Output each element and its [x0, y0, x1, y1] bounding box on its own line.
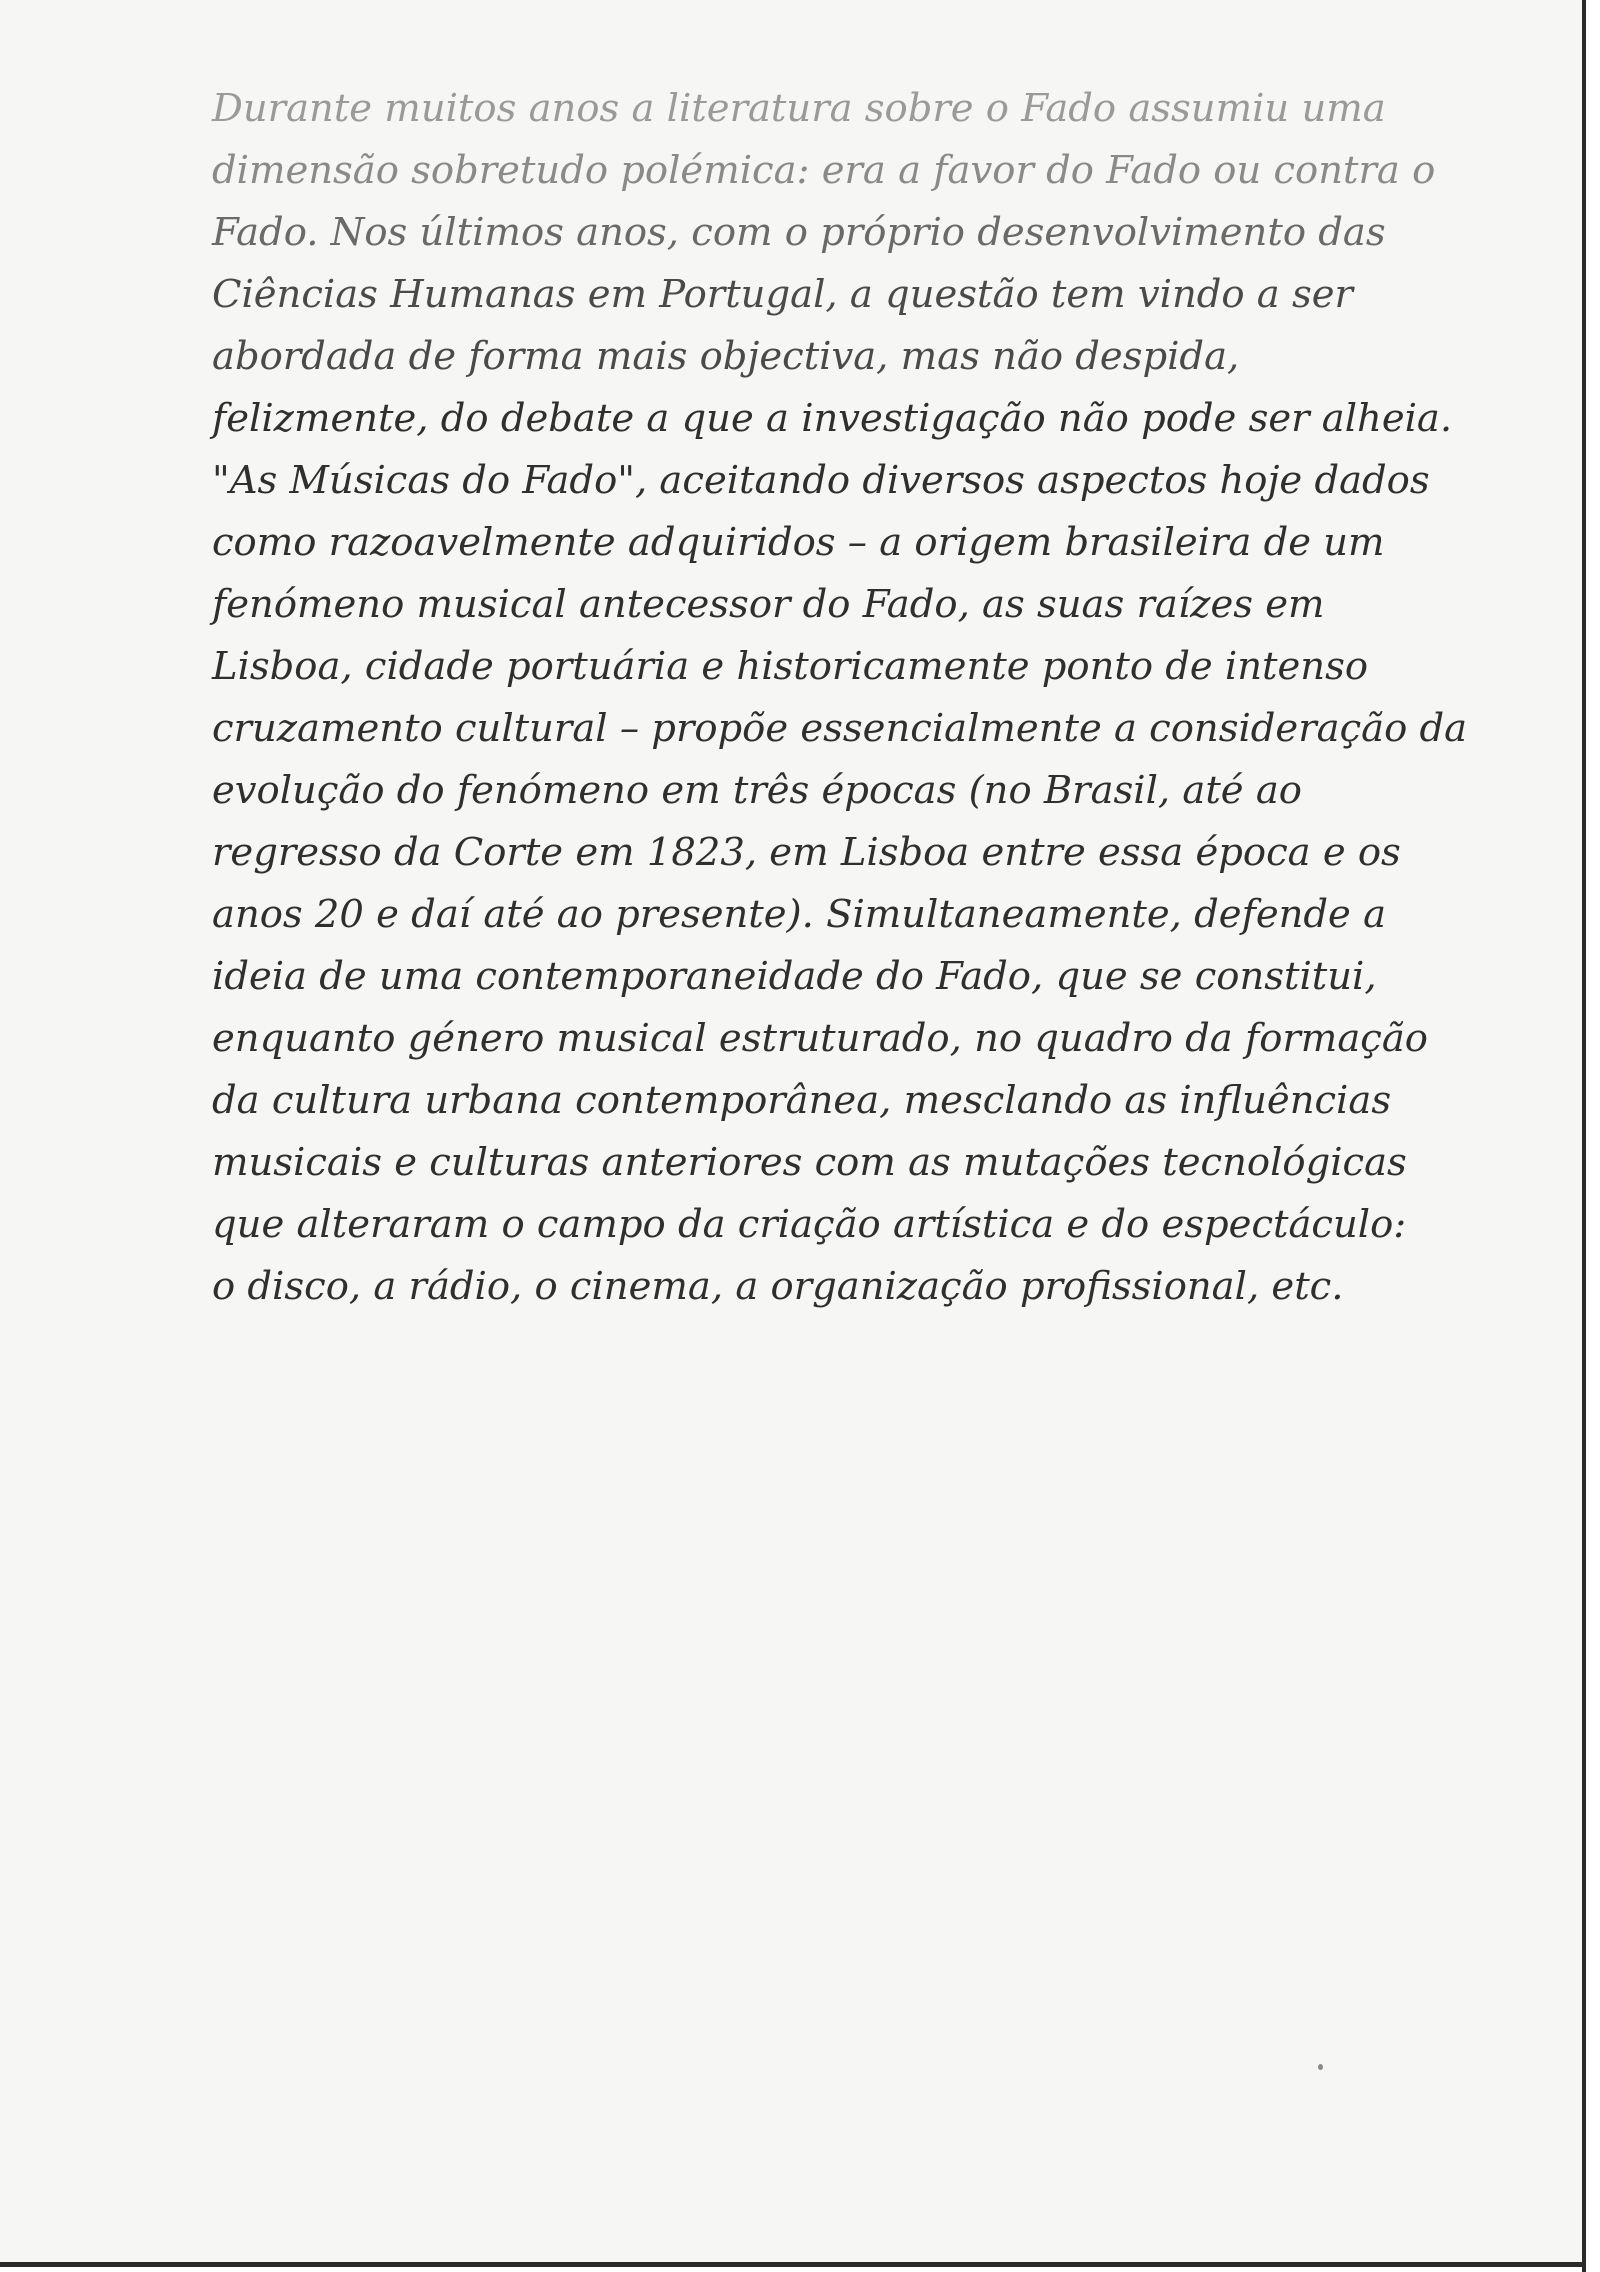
synopsis-line: enquanto género musical estruturado, no quadro da formação — [212, 1016, 1428, 1061]
synopsis-line: Durante muitos anos a literatura sobre o Fado assumiu uma — [212, 86, 1386, 131]
synopsis-line: ideia de uma contemporaneidade do Fado, que se constitui, — [212, 954, 1377, 999]
synopsis-line: regresso da Corte em 1823, em Lisboa entre essa época e os — [212, 830, 1401, 875]
synopsis-line: que alteraram o campo da criação artística e do espectáculo: — [212, 1202, 1407, 1247]
synopsis-line: Fado. Nos últimos anos, com o próprio desenvolvimento das — [212, 210, 1386, 255]
synopsis-line: dimensão sobretudo polémica: era a favor do Fado ou contra o — [212, 148, 1436, 193]
synopsis-line: abordada de forma mais objectiva, mas não despida, — [212, 334, 1240, 379]
dust-speck — [1318, 2064, 1323, 2070]
synopsis-line: fenómeno musical antecessor do Fado, as suas raízes em — [212, 582, 1325, 627]
synopsis-line: "As Músicas do Fado", aceitando diversos aspectos hoje dados — [212, 458, 1430, 503]
synopsis-line: o disco, a rádio, o cinema, a organização profissional, etc. — [212, 1264, 1344, 1309]
synopsis-line: felizmente, do debate a que a investigação não pode ser alheia. — [212, 396, 1453, 441]
synopsis-line: Lisboa, cidade portuária e historicamente ponto de intenso — [212, 644, 1369, 689]
synopsis-line: musicais e culturas anteriores com as mutações tecnológicas — [212, 1140, 1407, 1185]
synopsis-line: cruzamento cultural – propõe essencialmente a consideração da — [212, 706, 1468, 751]
synopsis-line: anos 20 e daí até ao presente). Simultaneamente, defende a — [212, 892, 1387, 937]
page-edge-bottom — [0, 2262, 1586, 2267]
synopsis-line: evolução do fenómeno em três épocas (no Brasil, até ao — [212, 768, 1302, 813]
synopsis-line: como razoavelmente adquiridos – a origem brasileira de um — [212, 520, 1385, 565]
synopsis-line: Ciências Humanas em Portugal, a questão tem vindo a ser — [212, 272, 1353, 317]
synopsis-paragraph — [212, 78, 1468, 1318]
page-edge-right — [1582, 0, 1586, 2272]
synopsis-line: da cultura urbana contemporânea, mesclando as influências — [212, 1078, 1392, 1123]
